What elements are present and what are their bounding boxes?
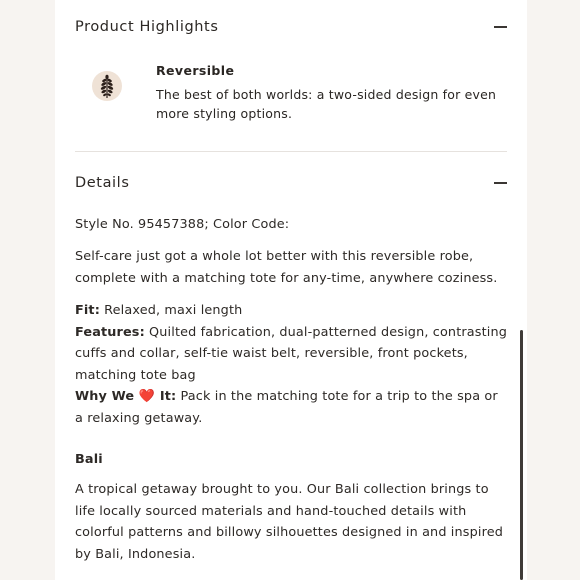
why-we-love-it-line <box>75 386 507 429</box>
collection-title-text: Bali <box>75 452 103 467</box>
features-label: Features: <box>75 324 145 340</box>
why-label-suffix: It: <box>155 389 177 404</box>
why-label <box>75 389 176 404</box>
section-divider <box>75 151 507 152</box>
fit-value: Relaxed, maxi length <box>99 303 243 318</box>
highlight-description: The best of both worlds: a two-sided design for even more styling options. <box>156 87 497 121</box>
highlight-title: Reversible <box>156 63 235 78</box>
collection-description: A tropical getaway brought to you. Our Bali collection brings to life locally sourced materials and hand-touched details with colorful patterns and billowy silhouettes designed in and inspired by Bali, Indonesia. <box>75 482 503 562</box>
product-intro: Self-care just got a whole lot better with this reversible robe, complete with a matching tote for any-time, anywhere coziness. <box>75 249 498 286</box>
fit-line <box>75 300 507 322</box>
features-line <box>75 322 507 387</box>
product-highlights-header[interactable] <box>75 15 507 39</box>
why-value: Pack in the matching tote for a trip to the spa or a relaxing getaway. <box>75 389 498 426</box>
collapse-icon[interactable] <box>494 26 507 28</box>
product-attributes <box>75 300 507 429</box>
details-header[interactable] <box>75 171 507 195</box>
collapse-icon[interactable] <box>494 182 507 184</box>
fit-label: Fit: <box>75 303 100 318</box>
style-number: Style No. 95457388; Color Code: <box>75 217 290 232</box>
leaf-pattern-icon <box>92 71 122 101</box>
product-highlights-title: Product Highlights <box>75 19 219 35</box>
collection-title <box>75 449 507 471</box>
highlight-item-reversible <box>75 63 507 123</box>
product-info-panel <box>55 0 527 580</box>
why-label-text: Why We <box>75 389 139 404</box>
scrollbar-thumb[interactable] <box>520 330 523 580</box>
heart-icon: ❤️ <box>138 389 156 404</box>
details-title: Details <box>75 175 130 191</box>
features-value: Quilted fabrication, dual-patterned design, contrasting cuffs and collar, self-tie waist belt, reversible, front pockets, matching tote bag <box>75 324 507 383</box>
